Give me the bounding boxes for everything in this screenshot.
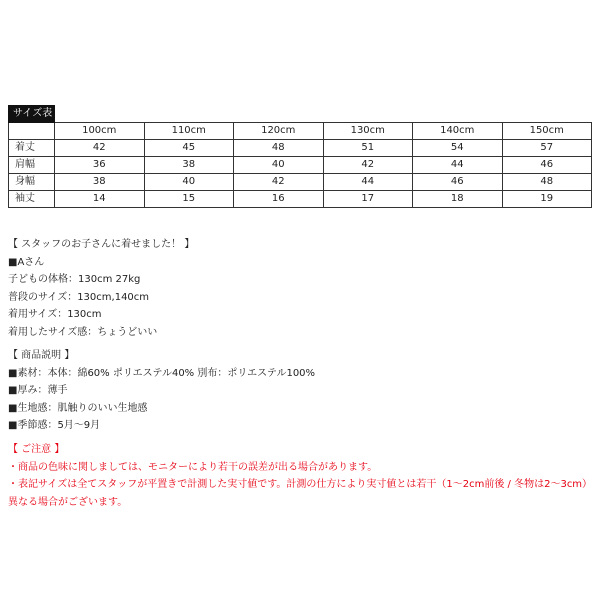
notes-section-heading: 【 ご注意 】: [8, 444, 65, 455]
size-table-cell: 38: [55, 174, 145, 191]
size-table-cell: 45: [144, 140, 234, 157]
color-note: ・商品の色味に関しましては、モニターにより若干の誤差が出る場合があります。: [8, 461, 378, 473]
product-description-section: [8, 347, 315, 435]
size-table-cell: 44: [323, 174, 413, 191]
size-table-caption-row: [9, 106, 592, 123]
size-table-cell: 19: [502, 191, 592, 208]
size-table-cell: 57: [502, 140, 592, 157]
size-table-cell: 40: [234, 157, 324, 174]
size-table-cell: 42: [323, 157, 413, 174]
table-row: [9, 191, 592, 208]
thickness-info: ■厚み：薄手: [8, 385, 68, 397]
table-row: [9, 174, 592, 191]
size-table-column-header: 130cm: [323, 123, 413, 140]
size-table-cell: 14: [55, 191, 145, 208]
season-info: ■季節感：5月～9月: [8, 420, 101, 432]
staff-fitting-section: [8, 236, 194, 342]
size-table-row-label: 身幅: [9, 174, 55, 191]
size-table-cell: 16: [234, 191, 324, 208]
size-table-header-row: [9, 123, 592, 140]
size-table-row-label: 袖丈: [9, 191, 55, 208]
product-section-heading: 【 商品説明 】: [8, 350, 75, 361]
size-table-column-header: 140cm: [413, 123, 503, 140]
size-table-cell: 36: [55, 157, 145, 174]
texture-info: ■生地感：肌触りのいい生地感: [8, 402, 148, 414]
measurement-note: ・表記サイズは全てスタッフが平置きで計測した実寸値です。計測の仕方により実寸値とは若干（1～2cm前後 / 冬物は2～3cm）異なる場合がございます。: [8, 479, 588, 508]
usual-size: 普段のサイズ：130cm,140cm: [8, 291, 150, 303]
size-table-caption: サイズ表: [9, 106, 55, 123]
size-table-column-header: 120cm: [234, 123, 324, 140]
size-table-cell: 40: [144, 174, 234, 191]
staff-person-label: ■Aさん: [8, 256, 45, 268]
size-table-corner-cell: [9, 123, 55, 140]
caution-notes-section: [8, 441, 592, 511]
table-row: [9, 157, 592, 174]
table-row: [9, 140, 592, 157]
size-table-cell: 48: [502, 174, 592, 191]
staff-section-heading: 【 スタッフのお子さんに着せました！ 】: [8, 239, 195, 250]
worn-size: 着用サイズ：130cm: [8, 309, 102, 321]
size-table-row-label: 肩幅: [9, 157, 55, 174]
size-table-cell: 42: [55, 140, 145, 157]
child-body-size: 子どもの体格：130cm 27kg: [8, 274, 141, 286]
size-table-cell: 17: [323, 191, 413, 208]
size-table-cell: 42: [234, 174, 324, 191]
size-table-cell: 51: [323, 140, 413, 157]
material-info: ■素材：本体：綿60% ポリエステル40% 別布：ポリエステル100%: [8, 367, 316, 379]
size-table-column-header: 150cm: [502, 123, 592, 140]
size-table-cell: 46: [502, 157, 592, 174]
size-table-column-header: 110cm: [144, 123, 234, 140]
size-table-cell: 15: [144, 191, 234, 208]
size-table-cell: 44: [413, 157, 503, 174]
size-table: [8, 105, 592, 208]
size-table-cell: 48: [234, 140, 324, 157]
size-table-row-label: 着丈: [9, 140, 55, 157]
size-table-cell: 38: [144, 157, 234, 174]
size-impression: 着用したサイズ感：ちょうどいい: [8, 326, 158, 338]
size-table-cell: 46: [413, 174, 503, 191]
size-table-cell: 18: [413, 191, 503, 208]
size-table-caption-fill: [55, 106, 592, 123]
size-table-column-header: 100cm: [55, 123, 145, 140]
size-table-cell: 54: [413, 140, 503, 157]
